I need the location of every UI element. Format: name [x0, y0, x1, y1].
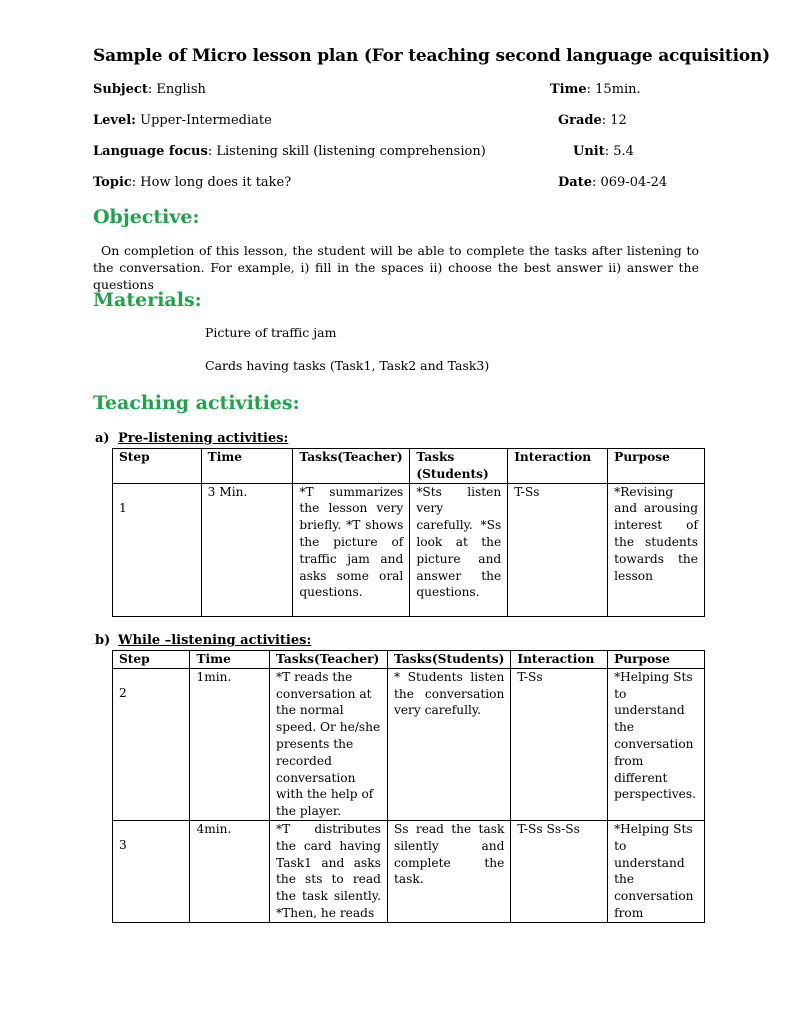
pre-listening-marker: a): [95, 431, 110, 446]
objective-text: On completion of this lesson, the student will be able to complete the tasks after listening to the conversation. For example, i) fill in the spaces ii) choose the best answer ii) answer the questions: [93, 243, 699, 292]
header-tasks-students: Tasks (Students): [410, 449, 508, 484]
header-purpose: Purpose: [608, 449, 705, 484]
header-interaction: Interaction: [508, 449, 608, 484]
cell-tasks-students: Ss read the task silently and complete the task.: [387, 820, 510, 922]
cell-interaction: T-Ss Ss-Ss: [511, 820, 608, 922]
material-item: Picture of traffic jam: [205, 325, 337, 340]
cell-tasks-students: * Students listen the conversation very carefully.: [387, 668, 510, 820]
header-step: Step: [113, 651, 190, 669]
cell-interaction: T-Ss: [508, 483, 608, 616]
header-time: Time: [201, 449, 293, 484]
focus-label: Language focus: [93, 144, 208, 159]
header-step: Step: [113, 449, 202, 484]
level-value: Upper-Intermediate: [135, 113, 272, 128]
cell-tasks-students: *Sts listen very carefully. *Ss look at the picture and answer the questions.: [410, 483, 508, 616]
cell-purpose: *Revising and arousing interest of the students towards the lesson: [608, 483, 705, 616]
table-header-row: [113, 651, 705, 669]
cell-tasks-teacher: *T summarizes the lesson very briefly. *T shows the picture of traffic jam and asks some oral questions.: [293, 483, 410, 616]
while-listening-table: [112, 650, 705, 923]
level-line: [93, 113, 272, 128]
subject-label: Subject: [93, 82, 148, 97]
header-time: Time: [190, 651, 270, 669]
while-listening-marker: b): [95, 633, 111, 648]
subject-value: : English: [147, 82, 206, 97]
date-line: [558, 175, 667, 190]
header-purpose: Purpose: [608, 651, 705, 669]
material-item: Cards having tasks (Task1, Task2 and Task3): [205, 358, 490, 373]
table-row: [113, 820, 705, 922]
language-focus-line: [93, 144, 486, 159]
header-interaction: Interaction: [511, 651, 608, 669]
table-row: [113, 668, 705, 820]
unit-line: [573, 144, 634, 159]
objective-heading: Objective:: [93, 206, 200, 228]
level-label: Level:: [93, 113, 136, 128]
pre-listening-table: [112, 448, 705, 617]
cell-time: 1min.: [190, 668, 270, 820]
grade-value: : 12: [601, 113, 627, 128]
pre-listening-title: Pre-listening activities:: [118, 431, 289, 446]
date-value: : 069-04-24: [591, 175, 668, 190]
date-label: Date: [558, 175, 592, 190]
topic-label: Topic: [93, 175, 132, 190]
unit-value: : 5.4: [604, 144, 634, 159]
time-label: Time: [550, 82, 587, 97]
topic-line: [93, 175, 291, 190]
table-row: [113, 483, 705, 616]
topic-value: : How long does it take?: [131, 175, 292, 190]
cell-step: 1: [113, 483, 202, 616]
materials-heading: Materials:: [93, 289, 202, 311]
grade-line: [558, 113, 627, 128]
pre-listening-heading: [95, 431, 288, 446]
focus-value: : Listening skill (listening comprehension): [207, 144, 486, 159]
teaching-heading: Teaching activities:: [93, 392, 300, 414]
cell-interaction: T-Ss: [511, 668, 608, 820]
while-listening-title: While –listening activities:: [118, 633, 312, 648]
page-title: Sample of Micro lesson plan (For teaching second language acquisition): [93, 46, 770, 66]
unit-label: Unit: [573, 144, 605, 159]
header-tasks-teacher: Tasks(Teacher): [293, 449, 410, 484]
cell-purpose: *Helping Sts to understand the conversation from different perspectives.: [608, 668, 705, 820]
cell-time: 3 Min.: [201, 483, 293, 616]
cell-step: 3: [113, 820, 190, 922]
cell-tasks-teacher: *T reads the conversation at the normal speed. Or he/she presents the recorded conversation with the help of the player.: [270, 668, 388, 820]
time-value: : 15min.: [586, 82, 641, 97]
cell-purpose: *Helping Sts to understand the conversation from: [608, 820, 705, 922]
header-tasks-teacher: Tasks(Teacher): [270, 651, 388, 669]
table-header-row: [113, 449, 705, 484]
time-line: [550, 82, 641, 97]
subject-line: [93, 82, 206, 97]
cell-tasks-teacher: *T distributes the card having Task1 and asks the sts to read the task silently. *Then, he reads: [270, 820, 388, 922]
while-listening-heading: [95, 633, 311, 648]
header-tasks-students: Tasks(Students): [387, 651, 510, 669]
grade-label: Grade: [558, 113, 602, 128]
cell-step: 2: [113, 668, 190, 820]
cell-time: 4min.: [190, 820, 270, 922]
